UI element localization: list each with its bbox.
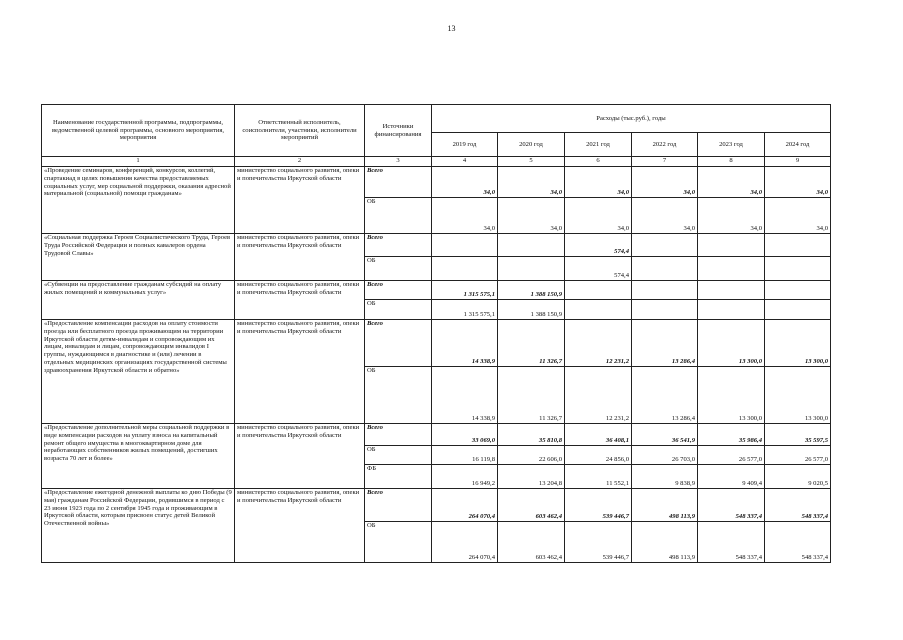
- expense-value-cell: 603 462,4: [498, 489, 565, 522]
- funding-source-cell: ОБ: [365, 198, 432, 234]
- expense-value-cell: [632, 300, 698, 320]
- expense-value-cell: 34,0: [698, 198, 765, 234]
- expense-value-cell: 13 286,4: [632, 320, 698, 367]
- expense-value-cell: 14 338,9: [432, 320, 498, 367]
- table-row: [42, 234, 831, 257]
- expense-value-cell: 539 446,7: [565, 522, 632, 563]
- column-number: 7: [632, 157, 698, 167]
- expense-value-cell: 1 315 575,1: [432, 300, 498, 320]
- funding-source-cell: Всего: [365, 489, 432, 522]
- program-name-cell: «Предоставление ежегодной денежной выплаты ко дню Победы (9 мая) гражданам Российской Федерации, родившимся в период с 23 июня 1923 года по 2 сентября 1945 года и проживающим в Иркутской области, которым присвоен статус детей Великой Отечественной войны»: [42, 489, 235, 563]
- expense-value-cell: [632, 234, 698, 257]
- expense-value-cell: 603 462,4: [498, 522, 565, 563]
- executor-cell: министерство социального развития, опеки и попечительства Иркутской области: [235, 281, 365, 320]
- header-year: 2019 год: [432, 133, 498, 157]
- funding-source-cell: ОБ: [365, 257, 432, 281]
- table-row: [42, 489, 831, 522]
- header-year: 2024 год: [765, 133, 831, 157]
- expense-value-cell: 12 231,2: [565, 320, 632, 367]
- expense-value-cell: 36 408,1: [565, 424, 632, 446]
- expense-value-cell: 11 326,7: [498, 320, 565, 367]
- executor-cell: министерство социального развития, опеки и попечительства Иркутской области: [235, 167, 365, 234]
- table-row: [42, 281, 831, 300]
- header-source: Источники финансирования: [365, 105, 432, 157]
- expense-value-cell: 24 856,0: [565, 446, 632, 465]
- expense-value-cell: 16 949,2: [432, 465, 498, 489]
- table-row: [42, 424, 831, 446]
- expense-value-cell: 26 703,0: [632, 446, 698, 465]
- expense-value-cell: 9 409,4: [698, 465, 765, 489]
- column-number: 8: [698, 157, 765, 167]
- expense-value-cell: 498 113,9: [632, 522, 698, 563]
- expense-value-cell: 34,0: [632, 198, 698, 234]
- expense-value-cell: 548 337,4: [698, 489, 765, 522]
- header-year: 2020 год: [498, 133, 565, 157]
- expense-value-cell: 12 231,2: [565, 367, 632, 424]
- expense-value-cell: 1 388 150,9: [498, 300, 565, 320]
- expense-value-cell: [765, 300, 831, 320]
- expense-value-cell: 35 597,5: [765, 424, 831, 446]
- column-number: 1: [42, 157, 235, 167]
- expense-value-cell: [565, 281, 632, 300]
- expense-value-cell: 26 577,0: [765, 446, 831, 465]
- funding-source-cell: Всего: [365, 167, 432, 198]
- expense-value-cell: 264 070,4: [432, 522, 498, 563]
- header-expenses: Расходы (тыс.руб.), годы: [432, 105, 831, 133]
- expense-value-cell: 548 337,4: [698, 522, 765, 563]
- expense-value-cell: 13 300,0: [698, 320, 765, 367]
- expense-value-cell: 35 986,4: [698, 424, 765, 446]
- expense-value-cell: 574,4: [565, 257, 632, 281]
- header-executor: Ответственный исполнитель, соисполнители, участники, исполнители мероприятий: [235, 105, 365, 157]
- expense-value-cell: [432, 234, 498, 257]
- expense-value-cell: [632, 281, 698, 300]
- executor-cell: министерство социального развития, опеки и попечительства Иркутской области: [235, 234, 365, 281]
- expense-value-cell: 16 119,8: [432, 446, 498, 465]
- expense-value-cell: 34,0: [565, 167, 632, 198]
- expense-value-cell: 498 113,9: [632, 489, 698, 522]
- expense-value-cell: 1 315 575,1: [432, 281, 498, 300]
- header-year: 2021 год: [565, 133, 632, 157]
- column-number: 6: [565, 157, 632, 167]
- expense-value-cell: 34,0: [698, 167, 765, 198]
- header-year: 2023 год: [698, 133, 765, 157]
- header-name: Наименование государственной программы, подпрограммы, ведомственной целевой программы, основного мероприятия, мероприятия: [42, 105, 235, 157]
- funding-source-cell: ФБ: [365, 465, 432, 489]
- expense-value-cell: 13 300,0: [765, 320, 831, 367]
- expense-value-cell: 14 338,9: [432, 367, 498, 424]
- expense-value-cell: [698, 257, 765, 281]
- executor-cell: министерство социального развития, опеки и попечительства Иркутской области: [235, 320, 365, 424]
- program-name-cell: «Предоставление компенсации расходов на оплату стоимости проезда или бесплатного проезда проживающим на территории Иркутской области детям-инвалидам и сопровождающим их лицам, инвалидам и лицам, сопровождающим инвалидов I группы, нуждающимся в диагностике и (или) лечении в отдельных медицинских организациях государственной системы здравоохранения Иркутской области и обратно»: [42, 320, 235, 424]
- expenses-table: [41, 104, 831, 563]
- expense-value-cell: 34,0: [765, 167, 831, 198]
- expense-value-cell: 34,0: [432, 198, 498, 234]
- column-number: 5: [498, 157, 565, 167]
- funding-source-cell: Всего: [365, 234, 432, 257]
- column-number: 9: [765, 157, 831, 167]
- header-year: 2022 год: [632, 133, 698, 157]
- executor-cell: министерство социального развития, опеки и попечительства Иркутской области: [235, 424, 365, 489]
- expense-value-cell: 9 020,5: [765, 465, 831, 489]
- expense-value-cell: 13 286,4: [632, 367, 698, 424]
- table-row: [42, 320, 831, 367]
- expense-value-cell: [765, 234, 831, 257]
- expense-value-cell: 13 300,0: [698, 367, 765, 424]
- funding-source-cell: Всего: [365, 424, 432, 446]
- expense-value-cell: 548 337,4: [765, 522, 831, 563]
- table-body: [42, 167, 831, 563]
- expense-value-cell: 26 577,0: [698, 446, 765, 465]
- expense-value-cell: 33 069,0: [432, 424, 498, 446]
- expense-value-cell: 22 606,0: [498, 446, 565, 465]
- expense-value-cell: [498, 234, 565, 257]
- expense-value-cell: 548 337,4: [765, 489, 831, 522]
- expense-value-cell: 539 446,7: [565, 489, 632, 522]
- page-number: 13: [447, 24, 456, 33]
- expense-value-cell: 13 204,8: [498, 465, 565, 489]
- funding-source-cell: Всего: [365, 281, 432, 300]
- expense-value-cell: [565, 300, 632, 320]
- column-number: 2: [235, 157, 365, 167]
- expense-value-cell: 11 326,7: [498, 367, 565, 424]
- column-number: 3: [365, 157, 432, 167]
- expense-value-cell: [698, 281, 765, 300]
- program-name-cell: «Субвенции на предоставление гражданам субсидий на оплату жилых помещений и коммунальных услуг»: [42, 281, 235, 320]
- expense-value-cell: 36 541,9: [632, 424, 698, 446]
- expense-value-cell: [698, 234, 765, 257]
- funding-source-cell: ОБ: [365, 522, 432, 563]
- expense-value-cell: 34,0: [565, 198, 632, 234]
- column-number: 4: [432, 157, 498, 167]
- expense-value-cell: [698, 300, 765, 320]
- expense-value-cell: 34,0: [765, 198, 831, 234]
- program-name-cell: «Проведение семинаров, конференций, конкурсов, коллегий, спартакиад в целях повышения качества предоставляемых социальных услуг, мер социальной поддержки, оказания адресной материальной (социальной) помощи гражданам»: [42, 167, 235, 234]
- expense-value-cell: 574,4: [565, 234, 632, 257]
- expense-value-cell: 13 300,0: [765, 367, 831, 424]
- expense-value-cell: 264 070,4: [432, 489, 498, 522]
- funding-source-cell: ОБ: [365, 367, 432, 424]
- expense-value-cell: 34,0: [498, 198, 565, 234]
- expense-value-cell: [765, 281, 831, 300]
- funding-source-cell: ОБ: [365, 300, 432, 320]
- funding-source-cell: ОБ: [365, 446, 432, 465]
- expense-value-cell: 1 388 150,9: [498, 281, 565, 300]
- executor-cell: министерство социального развития, опеки и попечительства Иркутской области: [235, 489, 365, 563]
- table-row: [42, 167, 831, 198]
- funding-source-cell: Всего: [365, 320, 432, 367]
- program-name-cell: «Социальная поддержка Героев Социалистического Труда, Героев Труда Российской Федерации и полных кавалеров ордена Трудовой Славы»: [42, 234, 235, 281]
- expense-value-cell: [632, 257, 698, 281]
- expense-value-cell: 9 838,9: [632, 465, 698, 489]
- program-name-cell: «Предоставление дополнительной меры социальной поддержки в виде компенсации расходов на уплату взноса на капитальный ремонт общего имущества в многоквартирном доме для неработающих собственников жилых помещений, достигших возраста 70 лет и более»: [42, 424, 235, 489]
- expense-value-cell: 35 810,8: [498, 424, 565, 446]
- expense-value-cell: 34,0: [632, 167, 698, 198]
- expense-value-cell: 34,0: [432, 167, 498, 198]
- expense-value-cell: 11 552,1: [565, 465, 632, 489]
- expense-value-cell: [498, 257, 565, 281]
- expense-value-cell: 34,0: [498, 167, 565, 198]
- expense-value-cell: [432, 257, 498, 281]
- expense-value-cell: [765, 257, 831, 281]
